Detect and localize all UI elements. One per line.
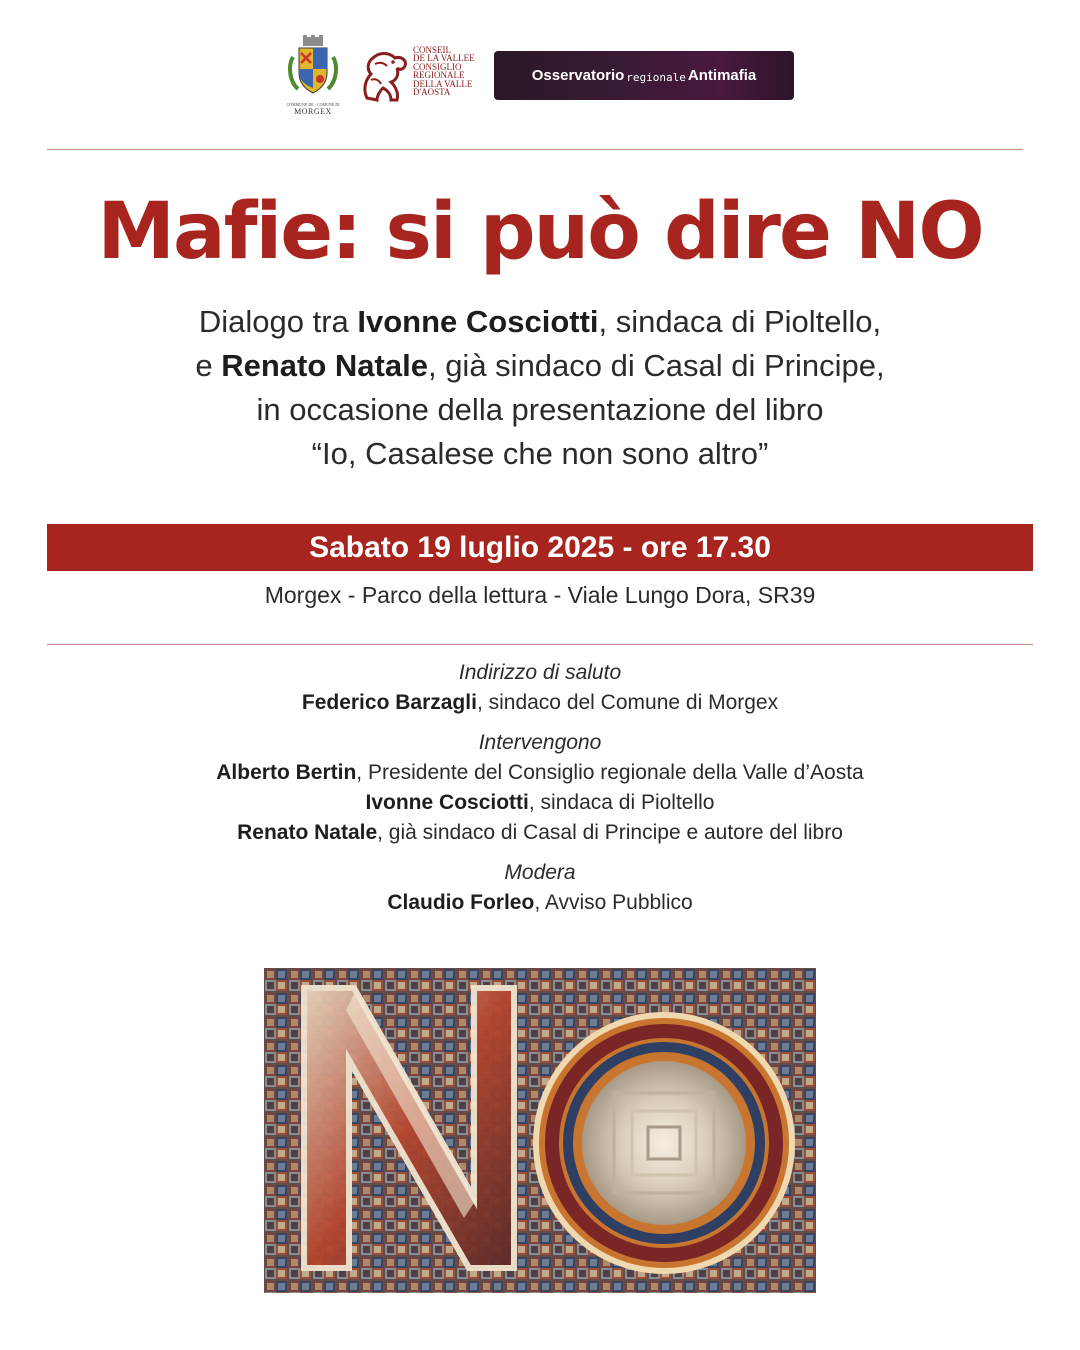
conseil-logo-text: CONSEIL DE LA VALLEE CONSIGLIO REGIONALE DELLA VALLE D'AOSTA — [413, 45, 475, 98]
osservatorio-antimafia-logo — [494, 51, 794, 100]
participant-role: , sindaco del Comune di Morgex — [476, 691, 779, 714]
description-text: , già sindaco di Casal di Principe, — [427, 348, 885, 383]
role-heading: Modera — [504, 861, 576, 884]
participant-role: , Presidente del Consiglio regionale della Valle d’Aosta — [356, 761, 864, 784]
antimafia-word: Antimafia — [687, 67, 757, 84]
role-heading: Intervengono — [478, 731, 602, 754]
participant-name: Alberto Bertin — [216, 761, 357, 784]
participant-name: Renato Natale — [237, 821, 378, 844]
morgex-coat-of-arms-logo — [286, 35, 340, 117]
morgex-logo-small-text: COMMUNE DE · COMUNE DI — [286, 102, 340, 107]
regionale-word: regionale — [626, 71, 686, 84]
event-description — [0, 300, 1080, 476]
description-text: , sindaca di Pioltello, — [598, 304, 882, 339]
coat-of-arms-icon — [286, 35, 340, 97]
program-entry — [0, 758, 1080, 788]
lion-icon — [357, 44, 411, 106]
speaker-name: Renato Natale — [221, 348, 428, 383]
no-artwork-image — [264, 968, 816, 1293]
event-location: Morgex - Parco della lettura - Viale Lungo Dora, SR39 — [264, 582, 816, 608]
program-divider — [47, 644, 1033, 645]
top-divider — [47, 149, 1023, 150]
program-list — [0, 658, 1080, 918]
conseil-valle-logo — [357, 44, 487, 114]
header-logos — [0, 30, 1080, 120]
date-banner: Sabato 19 luglio 2025 - ore 17.30 — [47, 524, 1033, 571]
role-heading: Indirizzo di saluto — [458, 661, 622, 684]
no-mosaic-artwork — [264, 968, 816, 1293]
participant-role: , Avviso Pubblico — [534, 891, 693, 914]
participant-role: , sindaca di Pioltello — [528, 791, 715, 814]
participant-name: Claudio Forleo — [387, 891, 535, 914]
program-entry — [0, 818, 1080, 848]
osservatorio-word: Osservatorio — [531, 67, 625, 84]
description-text: Dialogo tra — [198, 304, 358, 339]
description-line-2 — [0, 344, 1080, 388]
book-title: “Io, Casalese che non sono altro” — [311, 436, 769, 471]
morgex-logo-town: MORGEX — [294, 107, 332, 116]
page-title: Mafie: si può dire NO — [97, 187, 983, 277]
program-entry — [0, 888, 1080, 918]
participant-name: Ivonne Cosciotti — [365, 791, 529, 814]
participant-name: Federico Barzagli — [301, 691, 477, 714]
description-line-3: in occasione della presentazione del libro — [256, 392, 824, 427]
description-text: e — [195, 348, 222, 383]
description-line-1 — [0, 300, 1080, 344]
program-entry — [0, 788, 1080, 818]
participant-role: , già sindaco di Casal di Principe e autore del libro — [377, 821, 843, 844]
program-entry — [0, 688, 1080, 718]
speaker-name: Ivonne Cosciotti — [357, 304, 599, 339]
